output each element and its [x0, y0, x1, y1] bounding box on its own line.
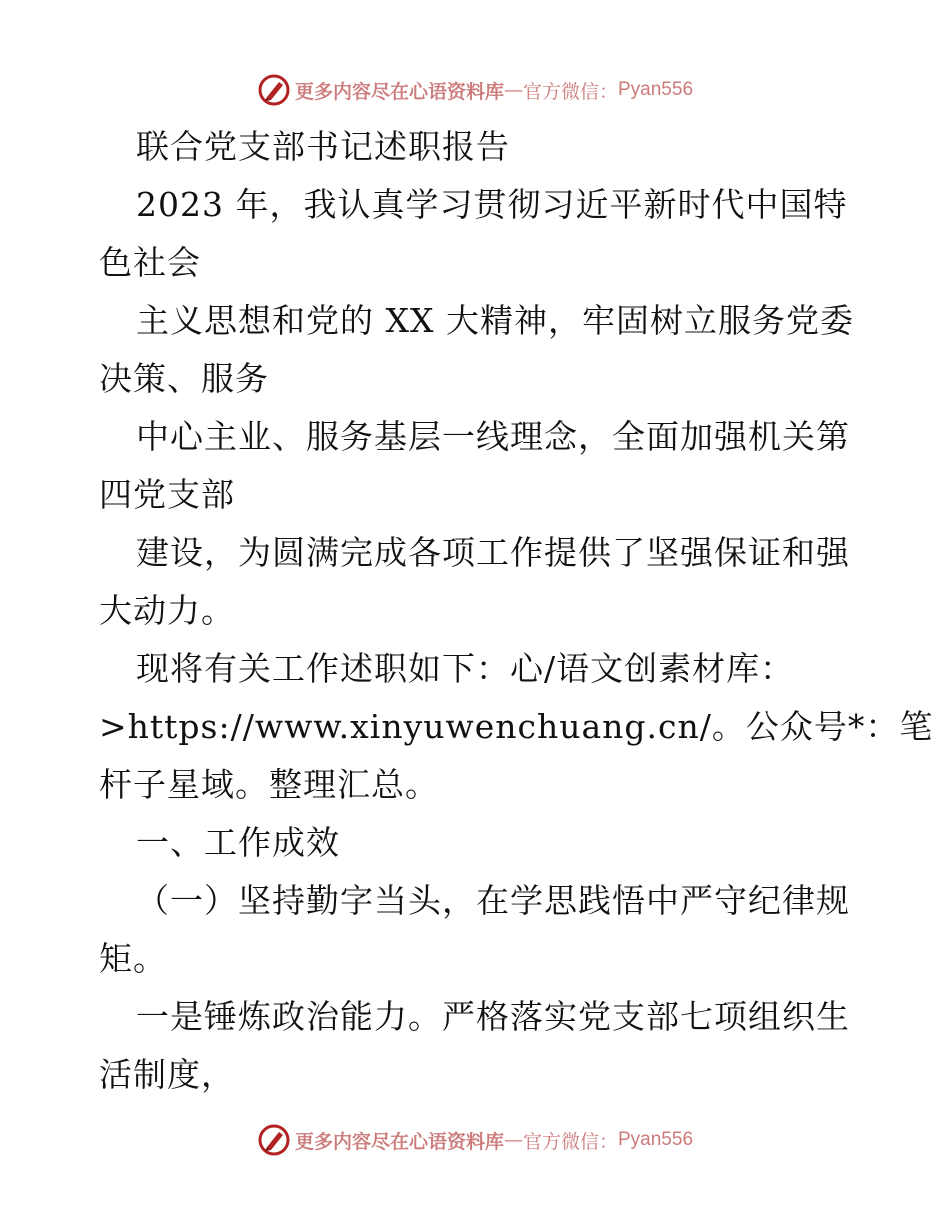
paragraph-line: 矩。 — [99, 939, 167, 978]
paragraph-line: 活制度， — [99, 1055, 235, 1094]
paragraph-line-url: >https://www.xinyuwenchuang.cn/。公众号*：笔 — [99, 707, 934, 746]
banner-separator: — — [503, 1129, 523, 1151]
paragraph-line: 主义思想和党的 XX 大精神，牢固树立服务党委 — [136, 301, 854, 340]
paragraph-line: 一是锤炼政治能力。严格落实党支部七项组织生 — [136, 997, 850, 1036]
paragraph-line: 杆子星域。整理汇总。 — [99, 765, 439, 804]
paragraph-line: 2023 年，我认真学习贯彻习近平新时代中国特 — [136, 185, 848, 224]
banner-wechat-label: 官方微信： — [522, 1130, 618, 1153]
paragraph-line: 决策、服务 — [99, 359, 269, 398]
section-heading: 一、工作成效 — [136, 823, 340, 862]
banner-text: 更多内容尽在心语资料库 — [294, 1130, 504, 1153]
banner-wechat-id: Pyan556 — [618, 79, 694, 100]
pen-logo-icon — [257, 73, 291, 107]
paragraph-line: 现将有关工作述职如下：心/语文创素材库： — [136, 649, 795, 688]
banner-text: 更多内容尽在心语资料库 — [294, 80, 504, 103]
paragraph-line: 中心主业、服务基层一线理念，全面加强机关第 — [136, 417, 850, 456]
footer-banner — [0, 1120, 950, 1160]
paragraph-line: 建设，为圆满完成各项工作提供了坚强保证和强 — [136, 533, 850, 572]
banner-wechat-id: Pyan556 — [618, 1129, 694, 1150]
banner-separator: — — [503, 79, 523, 101]
paragraph-line: 大动力。 — [99, 591, 235, 630]
pen-logo-icon — [257, 1123, 291, 1157]
document-title: 联合党支部书记述职报告 — [136, 127, 510, 166]
paragraph-line: 四党支部 — [99, 475, 235, 514]
paragraph-line: 色社会 — [99, 243, 201, 282]
document-body — [99, 118, 934, 1104]
subsection-heading: （一）坚持勤字当头，在学思践悟中严守纪律规 — [136, 881, 850, 920]
banner-wechat-label: 官方微信： — [522, 80, 618, 103]
header-banner — [0, 70, 950, 110]
